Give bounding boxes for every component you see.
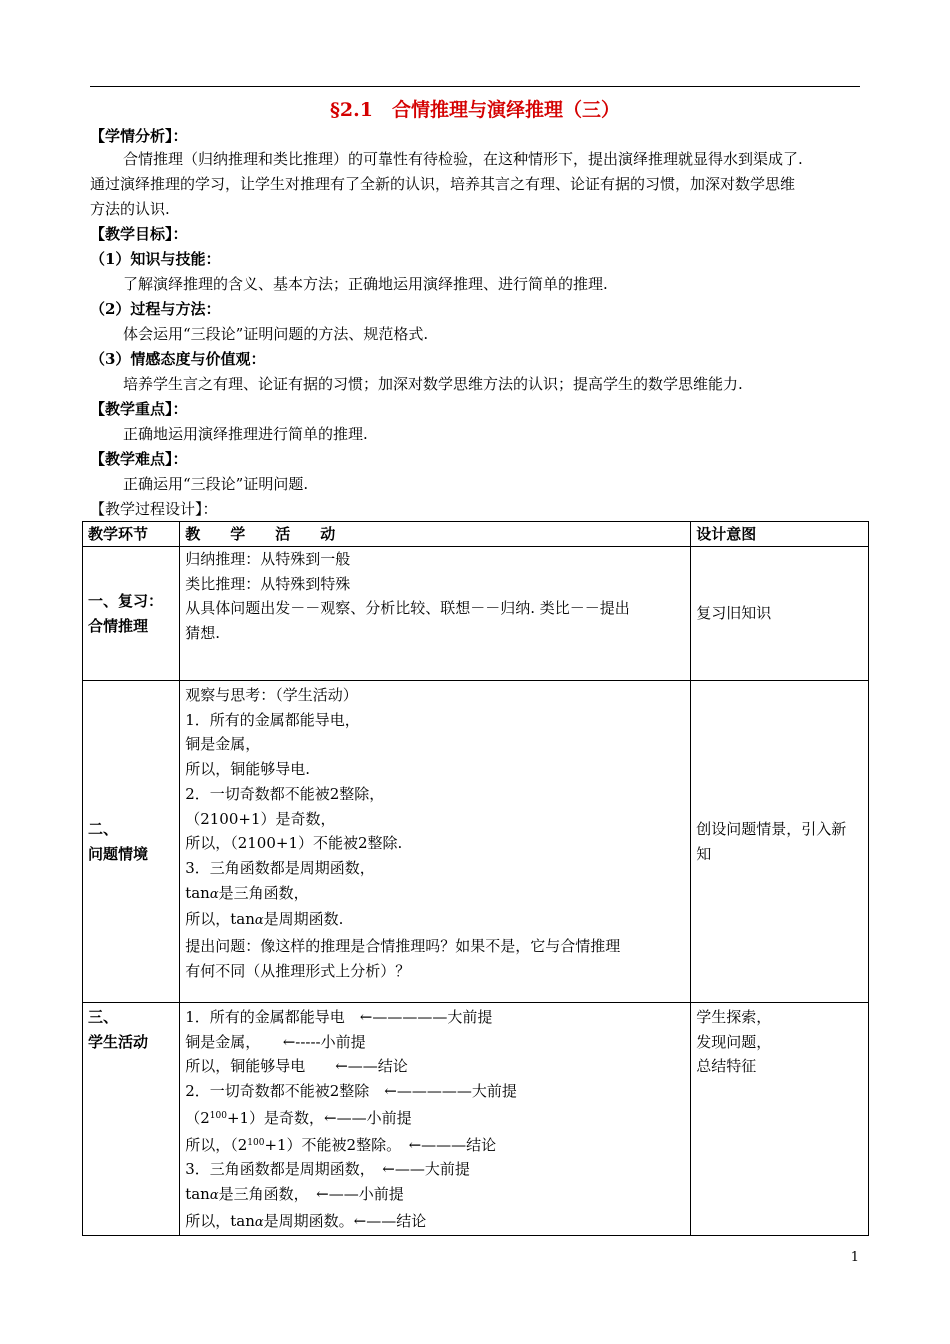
activity-line: 2．一切奇数都不能被2整除 ←—————大前提 (185, 1082, 517, 1101)
activity-line: 2．一切奇数都不能被2整除， (185, 784, 385, 803)
activity-line: 1．所有的金属都能导电 ←—————大前提 (185, 1008, 493, 1026)
alpha-symbol: α (209, 1187, 219, 1203)
activity-line: 1．所有的金属都能导电， (185, 710, 360, 729)
goal-3-heading: （3）情感态度与价值观： (90, 350, 266, 368)
activity-text: 是周期函数。←——结论 (263, 1211, 427, 1230)
key-point-heading: 【教学重点】： (90, 400, 188, 418)
activity-text: 是三角函数， ←——小前提 (218, 1184, 404, 1203)
activity-line (185, 1182, 685, 1209)
activity-line: 所以，（2100+1）不能被2整除. (185, 834, 403, 853)
alpha-symbol: α (254, 1214, 264, 1230)
table-row (83, 1003, 869, 1236)
activity-line: 铜是金属， ←-----小前提 (185, 1032, 366, 1051)
tan-symbol: tan (185, 1184, 210, 1203)
table-row (83, 547, 869, 681)
goal-3-text: 培养学生言之有理、论证有据的习惯；加深对数学思维方法的认识；提高学生的数学思维能力. (123, 375, 743, 393)
table-row (83, 681, 869, 1003)
activity-cell (180, 547, 691, 681)
alpha-symbol: α (254, 913, 264, 929)
process-heading: 【教学过程设计】： (90, 500, 218, 518)
activity-line: 观察与思考：（学生活动） (185, 686, 358, 704)
activity-text: 是三角函数， (218, 883, 309, 902)
stage-label: 一、复习： (88, 591, 164, 610)
tan-symbol: tan (185, 883, 210, 902)
stage-label: 学生活动 (88, 1032, 149, 1051)
activity-line: 铜是金属， (185, 735, 261, 754)
activity-line (185, 1209, 685, 1236)
teaching-process-table (82, 521, 869, 1236)
stage-label: 问题情境 (88, 844, 149, 863)
activity-text: +1）是奇数，←——小前提 (226, 1108, 412, 1127)
alpha-symbol: α (209, 886, 219, 902)
tan-symbol: tan (230, 910, 255, 929)
header-stage: 教学环节 (83, 522, 180, 547)
goal-2-text: 体会运用“三段论”证明问题的方法、规范格式. (123, 325, 429, 343)
activity-line: 所以，铜能够导电. (185, 760, 310, 779)
activity-text: 所以， (185, 910, 231, 929)
analysis-heading: 【学情分析】： (90, 127, 188, 145)
analysis-text-1: 合情推理（归纳推理和类比推理）的可靠性有待检验，在这种情形下，提出演绎推理就显得水到渠成了. (123, 150, 803, 168)
intent-cell (691, 1003, 869, 1236)
intent-cell (691, 681, 869, 1003)
analysis-text-2: 通过演绎推理的学习，让学生对推理有了全新的认识，培养其言之有理、论证有据的习惯，加深对数学思维 (90, 175, 796, 193)
activity-text: 所以， (185, 1211, 231, 1230)
header-intent: 设计意图 (691, 522, 869, 547)
page-number: 1 (850, 1250, 859, 1265)
stage-cell (83, 681, 180, 1003)
activity-line: （2100+1）是奇数， (185, 809, 336, 828)
activity-line: 所以，铜能够导电 ←——结论 (185, 1057, 408, 1076)
difficulty-text: 正确运用“三段论”证明问题. (123, 475, 309, 493)
activity-line: 类比推理：从特殊到特殊 (185, 574, 351, 593)
activity-line (185, 1104, 685, 1131)
activity-line: 3．三角函数都是周期函数， (185, 858, 375, 877)
intent-text: 创设问题情景，引入新 (696, 819, 847, 838)
activity-text: 是周期函数. (263, 910, 344, 929)
intent-text: 总结特征 (696, 1057, 757, 1076)
activity-line (185, 1131, 685, 1158)
activity-line: 猜想. (185, 624, 220, 643)
goal-2-heading: （2）过程与方法： (90, 300, 221, 318)
intent-text: 发现问题， (696, 1032, 772, 1051)
activity-line: 3．三角函数都是周期函数， ←——大前提 (185, 1160, 470, 1179)
intent-text: 复习旧知识 (696, 604, 772, 623)
activity-line (185, 907, 685, 934)
activity-line: 归纳推理：从特殊到一般 (185, 550, 351, 568)
goal-1-heading: （1）知识与技能： (90, 250, 221, 268)
activity-cell (180, 681, 691, 1003)
analysis-text-3: 方法的认识. (90, 200, 170, 218)
intent-cell (691, 547, 869, 681)
activity-text: 所以，（2 (185, 1135, 248, 1154)
activity-text: +1）不能被2整除。 ←———结论 (264, 1135, 497, 1154)
activity-line: 从具体问题出发－－观察、分析比较、联想－－归纳. 类比－－提出 (185, 599, 630, 618)
stage-label: 二、 (88, 819, 119, 838)
goal-1-text: 了解演绎推理的含义、基本方法；正确地运用演绎推理、进行简单的推理. (123, 275, 608, 293)
stage-cell (83, 547, 180, 681)
activity-text: （2 (185, 1108, 210, 1127)
stage-cell (83, 1003, 180, 1236)
key-point-text: 正确地运用演绎推理进行简单的推理. (123, 425, 368, 443)
goal-heading: 【教学目标】： (90, 225, 188, 243)
activity-line (185, 881, 685, 908)
activity-line: 提出问题：像这样的推理是合情推理吗？如果不是，它与合情推理 (185, 937, 621, 956)
activity-line: 有何不同（从推理形式上分析）？ (185, 961, 411, 980)
intent-text: 学生探索， (696, 1008, 772, 1026)
difficulty-heading: 【教学难点】： (90, 450, 188, 468)
page-title: §2.1 合情推理与演绎推理（三） (330, 99, 620, 121)
stage-label: 三、 (88, 1008, 119, 1026)
table-header-row (83, 522, 869, 547)
header-activity: 教 学 活 动 (180, 522, 691, 547)
stage-label: 合情推理 (88, 616, 149, 635)
activity-cell (180, 1003, 691, 1236)
intent-text: 知 (696, 844, 712, 863)
exponent: 100 (247, 1137, 265, 1148)
exponent: 100 (209, 1110, 227, 1121)
tan-symbol: tan (230, 1211, 255, 1230)
header-rule (90, 86, 860, 87)
